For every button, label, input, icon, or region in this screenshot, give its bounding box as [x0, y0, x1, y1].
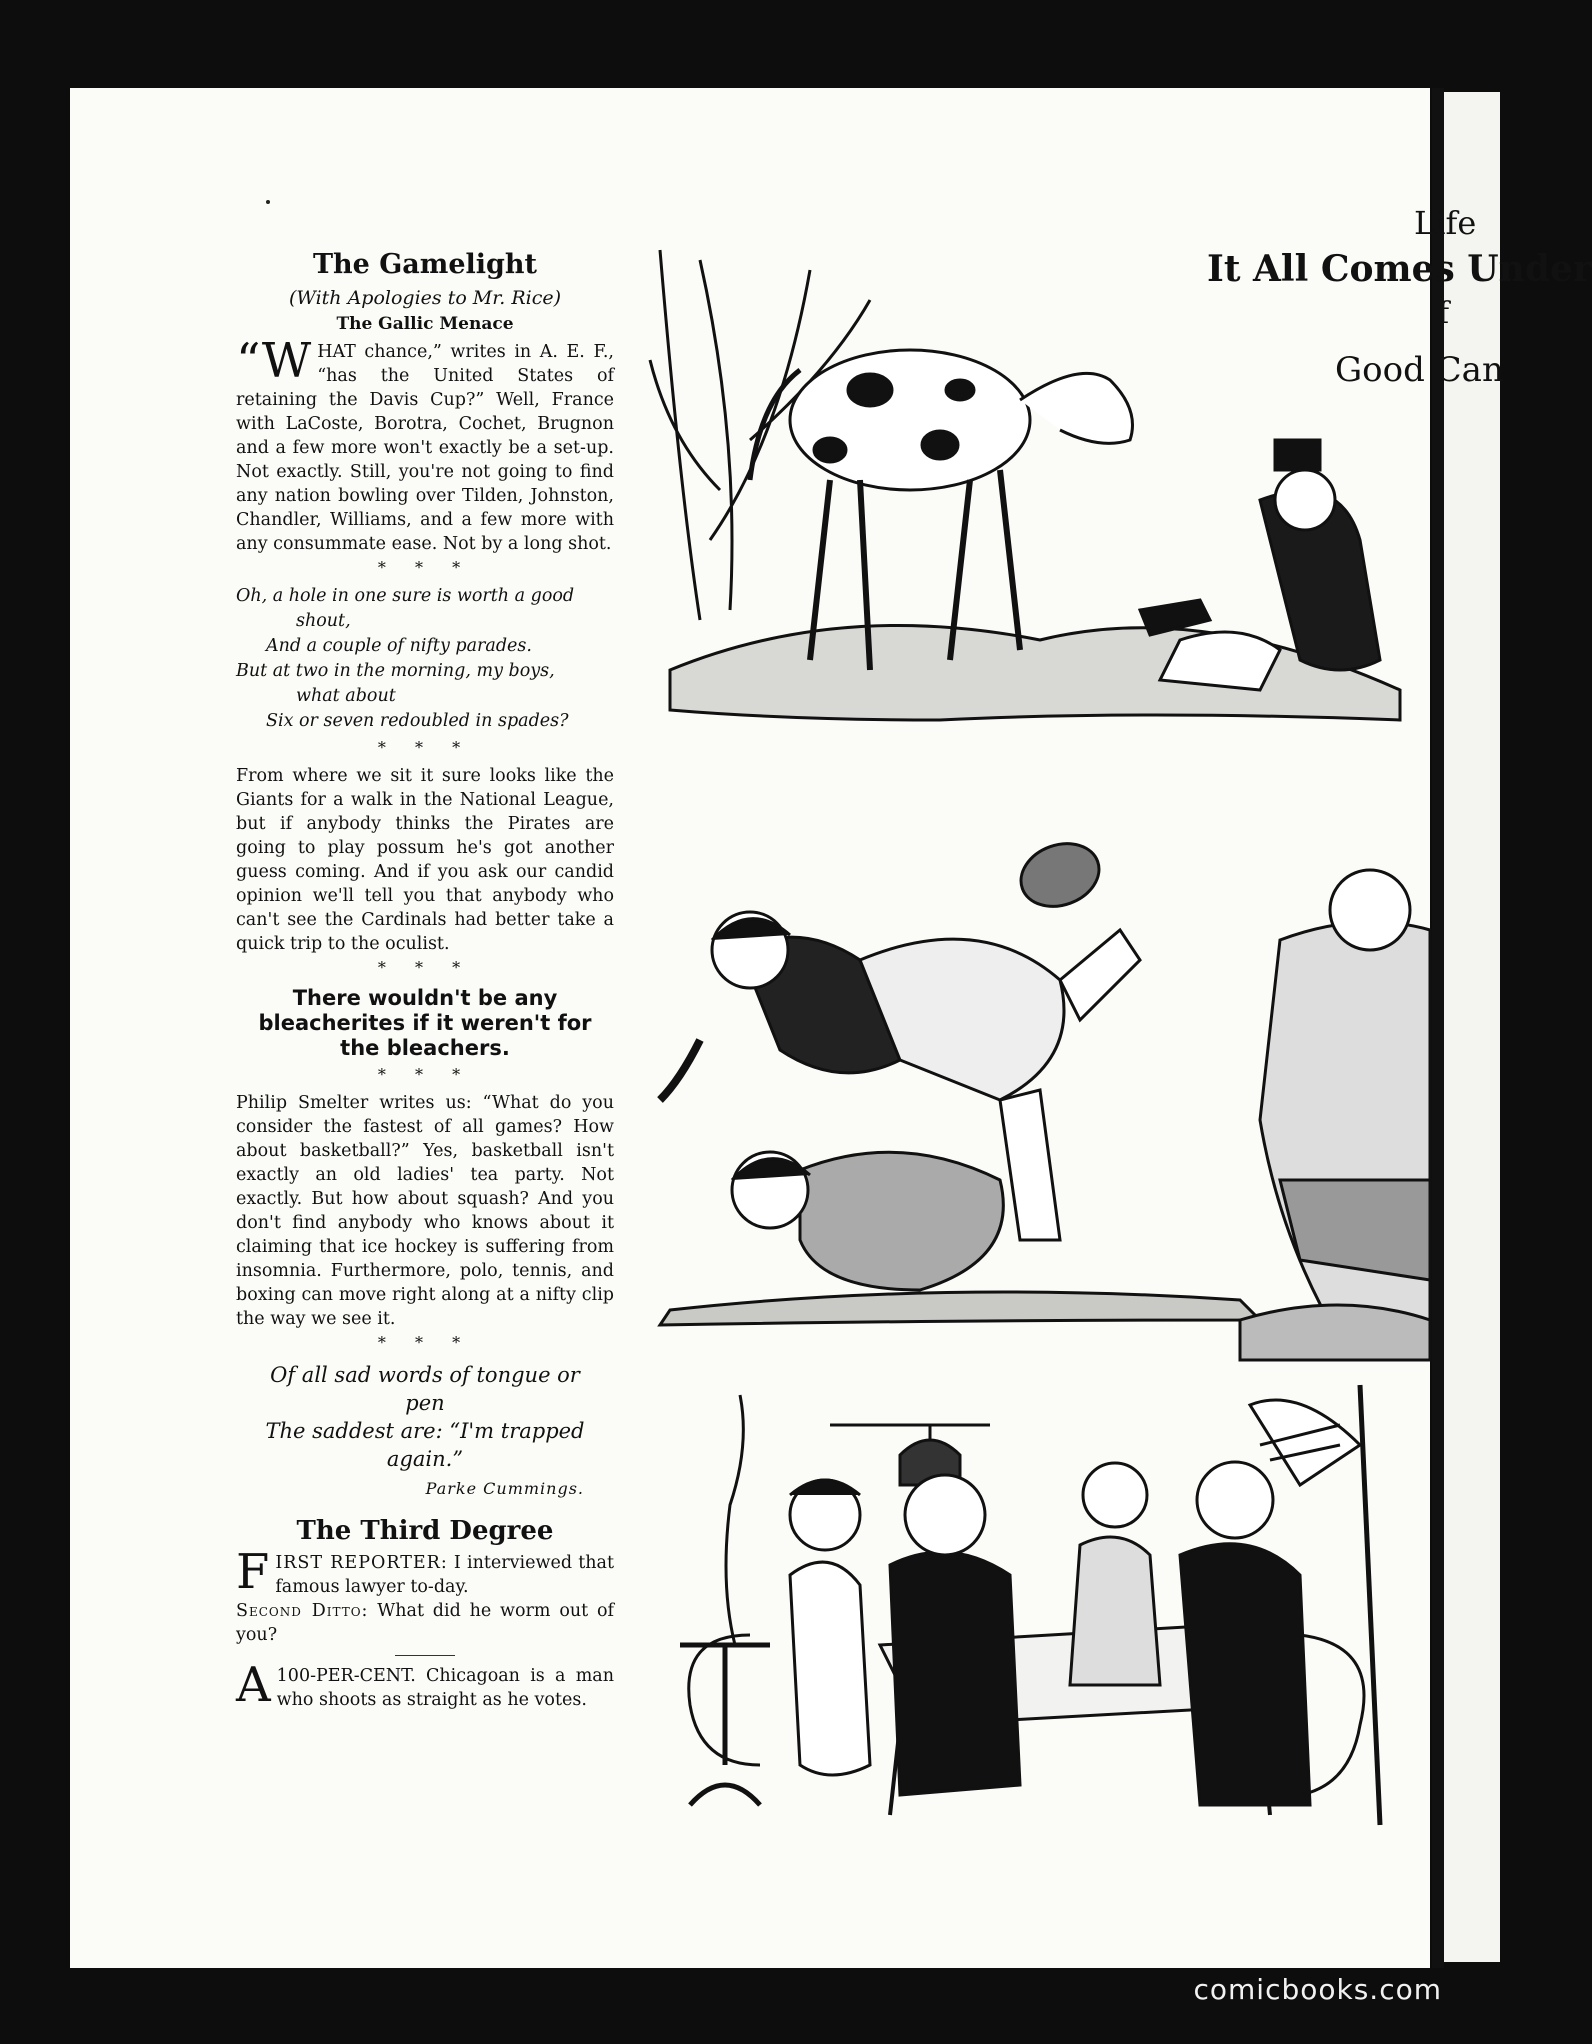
- paragraph-text: HAT chance,” writes in A. E. F., “has the United States of retaining the Davis Cup?” Well, France with LaCoste, Borotra, Cochet, Brugnon and a few more won't exactly be a set-up. Not exactly. Still, you're not going to find any nation bowling over Tilden, Johnston, Chandler, Williams, and a few more with any consummate ease. Not by a long shot.: [236, 342, 614, 554]
- stars-divider: * * *: [377, 1333, 473, 1352]
- article-title: The Gamelight: [312, 249, 538, 280]
- author-signature: Parke Cummings.: [425, 1479, 584, 1498]
- verse-line: what about: [296, 686, 396, 706]
- verse-line: And a couple of nifty parades.: [266, 636, 532, 656]
- verse-line: The saddest are: “I'm trapped: [265, 1419, 585, 1443]
- headline-line-2: Good Can: [1335, 350, 1504, 390]
- chicagoan-joke: [236, 1657, 614, 1713]
- stars-divider: * * *: [377, 738, 473, 757]
- verse-line: again.”: [386, 1447, 464, 1471]
- dialogue-line: I interviewed that famous lawyer to-day.: [275, 1553, 614, 1597]
- horse-illustration: [640, 240, 1430, 740]
- stars-divider: * * *: [377, 1065, 473, 1084]
- third-degree-title: The Third Degree: [296, 1516, 554, 1546]
- section-rule: [395, 1655, 455, 1656]
- card-game-illustration: [660, 1385, 1430, 1825]
- drop-cap: “W: [236, 333, 312, 389]
- third-degree-dialogue: [236, 1544, 614, 1647]
- text-column: [236, 248, 614, 1712]
- headline-line-1: It All Comes Under: [1207, 248, 1592, 290]
- football-illustration: [640, 820, 1430, 1380]
- drop-cap: F: [236, 1544, 270, 1600]
- paragraph-davis-cup: [236, 333, 614, 556]
- joke-text: 100-PER-CENT. Chicagoan is a man who shoots as straight as he votes.: [276, 1666, 614, 1710]
- stars-divider: * * *: [377, 958, 473, 977]
- dialogue-line: What did he worm out of you?: [236, 1601, 614, 1645]
- stars-divider: * * *: [377, 558, 473, 577]
- verse-line: But at two in the morning, my boys,: [236, 661, 555, 681]
- paragraph-baseball: From where we sit it sure looks like the Giants for a walk in the National League, but if anybody thinks the Pirates are going to play possum he's got another guess coming. And if you ask our candid opinion we'll tell you that anybody who can't see the Cardinals had better take a quick trip to the oculist.: [236, 766, 614, 954]
- verse-line: Oh, a hole in one sure is worth a good: [236, 586, 575, 606]
- speaker-label: Second Ditto:: [236, 1601, 369, 1621]
- paragraph-fastest-game: Philip Smelter writes us: “What do you consider the fastest of all games? How about basketball?” Yes, basketball isn't exactly an old ladies' tea party. Not exactly. But how about squash? And you don't find anybody who knows about it claiming that ice hockey is suffering from insomnia. Furthermore, polo, tennis, and boxing can move right along at a nifty clip the way we see it.: [236, 1093, 614, 1329]
- drop-cap: A: [236, 1657, 271, 1713]
- life-masthead: Life: [1414, 204, 1477, 242]
- speaker-label: IRST REPORTER:: [275, 1553, 448, 1573]
- verse-trapped: [236, 1361, 614, 1473]
- verse-line: shout,: [296, 611, 351, 631]
- verse-line: Six or seven redoubled in spades?: [266, 711, 569, 731]
- section-title: The Gallic Menace: [336, 314, 514, 334]
- verse-line: Of all sad words of tongue or: [270, 1363, 580, 1387]
- verse-line: pen: [405, 1391, 445, 1415]
- bleacherites-quote: There wouldn't be any bleacherites if it weren't for the bleachers.: [258, 986, 592, 1060]
- article-subtitle: (With Apologies to Mr. Rice): [288, 287, 562, 309]
- verse-bridge: [236, 584, 614, 734]
- footer-watermark: comicbooks.com: [1193, 1973, 1442, 2006]
- headline-of: f: [1438, 296, 1450, 331]
